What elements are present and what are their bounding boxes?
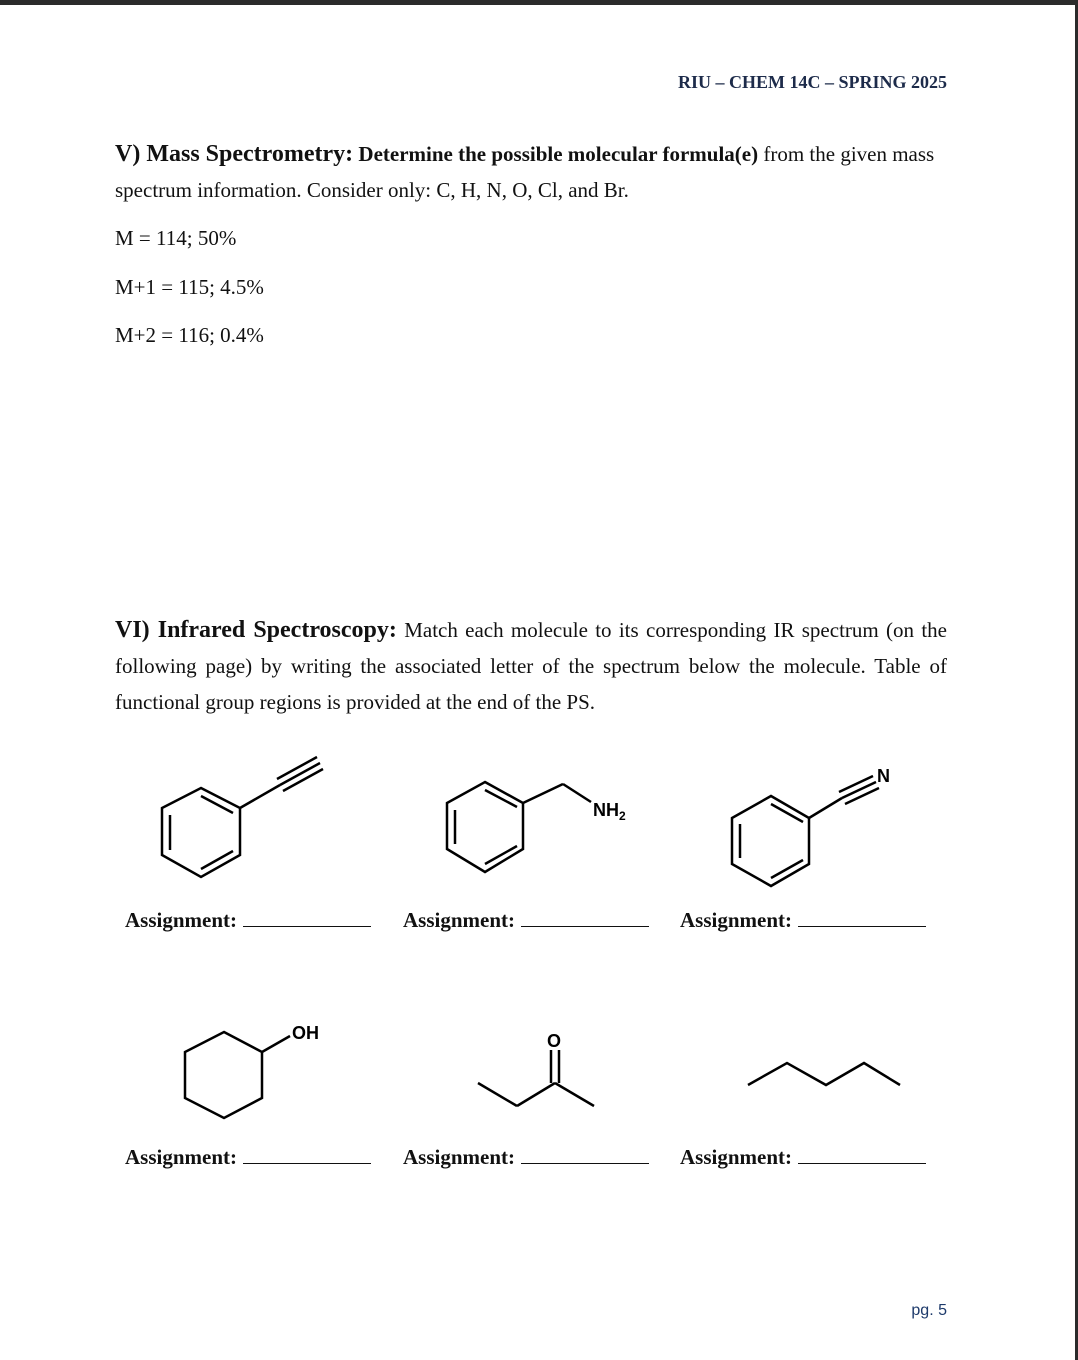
oh-label: OH [292,1023,319,1043]
assignment-blank[interactable] [798,1149,926,1164]
phenylacetylene-structure [150,750,340,890]
assignment-label: Assignment: [125,908,238,932]
section-vi-title: VI) Infrared Spectroscopy: [115,617,397,643]
assignment-blank[interactable] [521,1149,649,1164]
course-header: RIU – CHEM 14C – SPRING 2025 [677,72,947,92]
assignment-blank[interactable] [521,912,649,927]
mass-spec-bold-instruction: Determine the possible molecular formula(e) [358,142,759,166]
ir-instruction-text: Match each molecule to its corresponding IR spectrum (on the following page) by writing the associated letter of the spectrum below the molecule. Table of functional group regions is provided at the end of the PS. [115,618,948,714]
top-border [0,0,1078,5]
pentane-structure [740,1055,910,1105]
nh2-label: $NH_2$ [593,800,626,823]
assignment-butanone [403,1145,649,1170]
assignment-label: Assignment: [680,908,793,932]
assignment-pentane [680,1145,926,1170]
nitrile-n-label: N [877,766,890,786]
carbonyl-o-label: O [547,1031,562,1051]
mass-spec-instruction-rest: from the given mass spectrum information. Consider only: C, H, N, O, Cl, and Br. [115,142,935,202]
benzylamine-structure [435,770,645,890]
assignment-benzylamine [403,908,649,933]
assignment-label: Assignment: [125,1145,238,1169]
butanone-structure [470,1025,610,1115]
assignment-benzonitrile [680,908,926,933]
assignment-label: Assignment: [403,1145,516,1169]
assignment-label: Assignment: [403,908,516,932]
assignment-cyclohexanol [125,1145,371,1170]
ir-instructions [115,612,947,720]
peak-m: M = 114; 50% [115,226,237,250]
assignment-phenylacetylene [125,908,371,933]
peak-m1: M+1 = 115; 4.5% [115,275,264,299]
section-v-title: V) Mass Spectrometry: [115,141,354,167]
mass-spec-instructions [115,136,947,208]
cyclohexanol-structure [170,1018,340,1128]
peak-m2: M+2 = 116; 0.4% [115,323,264,347]
assignment-blank[interactable] [243,1149,371,1164]
assignment-label: Assignment: [680,1145,793,1169]
assignment-blank[interactable] [243,912,371,927]
assignment-blank[interactable] [798,912,926,927]
benzonitrile-structure [720,760,910,890]
page-number: pg. 5 [911,1302,947,1319]
